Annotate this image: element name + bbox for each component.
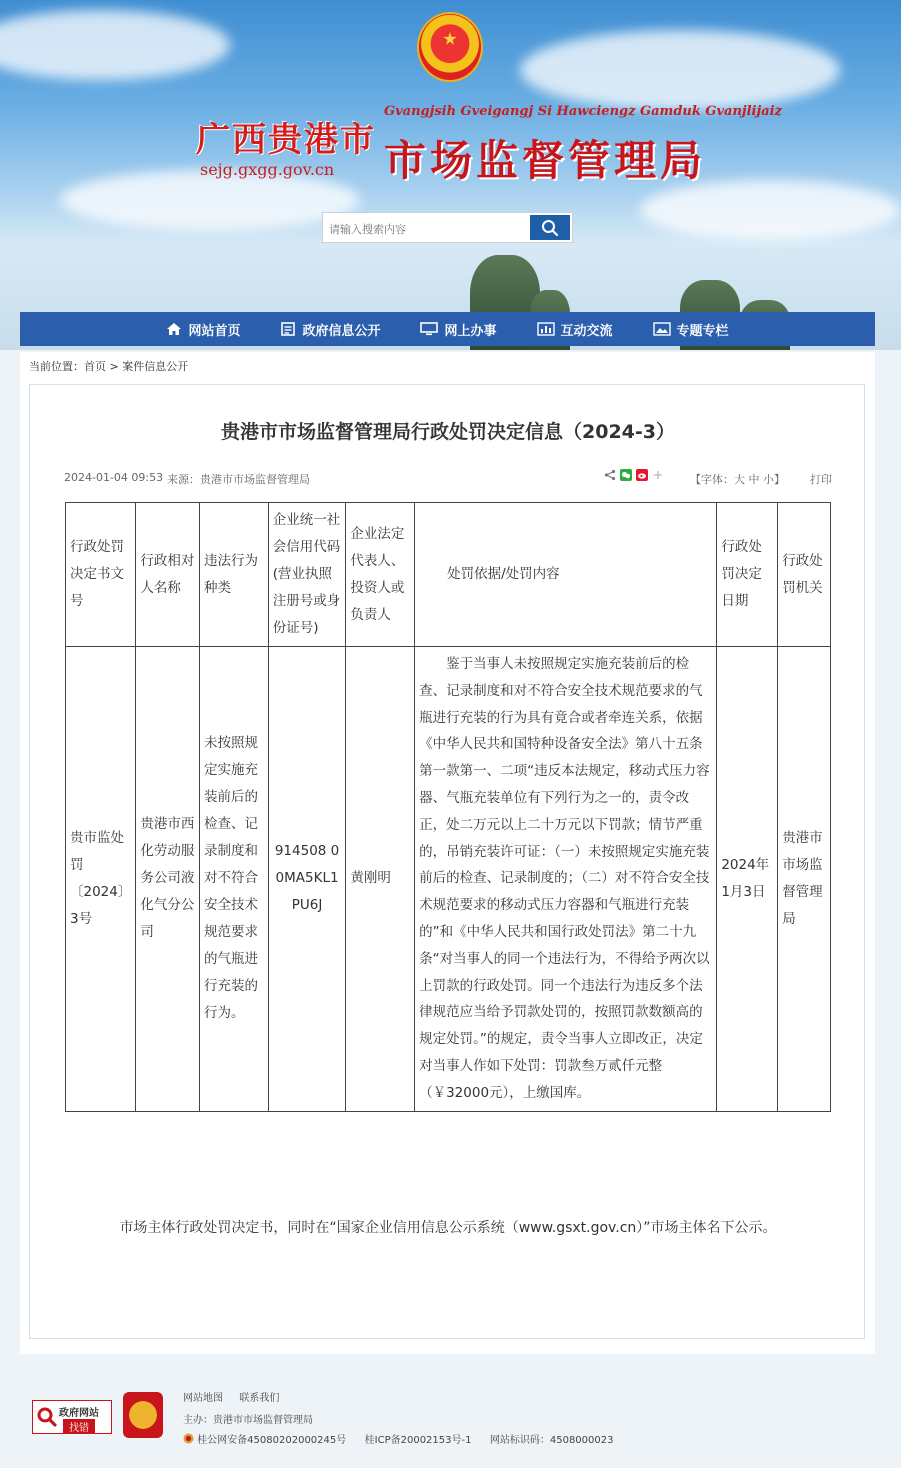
font-label-close: 】 bbox=[774, 473, 785, 486]
cloud-decoration bbox=[0, 10, 230, 80]
table-header: 行政处罚机关 bbox=[778, 503, 831, 647]
breadcrumb-current-link[interactable]: 案件信息公开 bbox=[122, 360, 189, 373]
nav-item-interaction[interactable] bbox=[537, 320, 613, 339]
search-button[interactable] bbox=[530, 215, 570, 240]
breadcrumb-prefix: 当前位置： bbox=[29, 360, 84, 373]
footer-link-contact[interactable]: 联系我们 bbox=[239, 1393, 280, 1404]
nav-item-label: 网上办事 bbox=[444, 323, 497, 339]
chart-icon bbox=[537, 322, 555, 336]
footer bbox=[0, 1354, 901, 1468]
nav-item-gov-info[interactable] bbox=[280, 320, 380, 339]
police-badge-icon bbox=[183, 1433, 194, 1444]
monitor-icon bbox=[420, 322, 438, 336]
nav-item-label: 政府信息公开 bbox=[302, 323, 381, 339]
decision-date-cell: 2024年1月3日 bbox=[717, 647, 778, 1112]
font-label: 【字体： bbox=[690, 473, 734, 486]
table-header: 处罚依据/处罚内容 bbox=[415, 503, 717, 647]
national-emblem-icon bbox=[417, 12, 483, 82]
footer-sponsor: 主办：贵港市市场监督管理局 bbox=[183, 1415, 313, 1426]
party-name-cell: 贵港市西化劳动服务公司液化气分公司 bbox=[136, 647, 200, 1112]
table-row bbox=[66, 647, 831, 1112]
cloud-decoration bbox=[640, 180, 900, 240]
header-banner bbox=[0, 0, 901, 350]
article-source: 来源：贵港市市场监督管理局 bbox=[167, 473, 310, 486]
legal-rep-cell: 黄刚明 bbox=[346, 647, 415, 1112]
font-large-button[interactable]: 大 bbox=[734, 473, 745, 486]
authority-cell: 贵港市市场监督管理局 bbox=[778, 647, 831, 1112]
nav-item-label: 专题专栏 bbox=[676, 323, 729, 339]
article-title: 贵港市市场监督管理局行政处罚决定信息（2024-3） bbox=[221, 421, 675, 443]
table-header-row bbox=[66, 503, 831, 647]
table-header: 行政处罚决定日期 bbox=[717, 503, 778, 647]
image-icon bbox=[653, 322, 671, 336]
site-code: 网站标识码：4508000023 bbox=[489, 1435, 614, 1446]
credit-code-cell: 914508 00MA5KL1PU6J bbox=[268, 647, 346, 1112]
table-header: 行政相对人名称 bbox=[136, 503, 200, 647]
icp-record-link[interactable]: 桂ICP备20002153号-1 bbox=[364, 1435, 472, 1446]
police-record-link[interactable]: 桂公网安备45080202000245号 bbox=[197, 1435, 347, 1446]
nav-item-online-service[interactable] bbox=[420, 320, 496, 339]
cloud-decoration bbox=[520, 30, 840, 110]
publish-date: 2024-01-04 09:53 bbox=[64, 471, 164, 484]
public-notice: 市场主体行政处罚决定书，同时在“国家企业信用信息公示系统（www.gsxt.gov.cn）”市场主体名下公示。 bbox=[119, 1220, 777, 1236]
penalty-table bbox=[65, 502, 831, 1112]
more-share-icon[interactable] bbox=[652, 469, 664, 481]
breadcrumb-separator: > bbox=[106, 360, 123, 373]
party-organ-badge-icon[interactable] bbox=[123, 1392, 163, 1438]
city-name: 广西贵港市 bbox=[196, 120, 376, 160]
share-tools bbox=[604, 469, 664, 481]
document-icon bbox=[280, 322, 296, 336]
badge-bottom-text: 找错 bbox=[63, 1419, 95, 1434]
home-icon bbox=[166, 322, 182, 336]
font-small-button[interactable]: 小 bbox=[763, 473, 774, 486]
nav-item-home[interactable] bbox=[166, 320, 240, 339]
font-size-control bbox=[690, 471, 785, 487]
violation-cell: 未按照规定实施充装前后的检查、记录制度和对不符合安全技术规范要求的气瓶进行充装的行为。 bbox=[200, 647, 269, 1112]
bureau-name-english: Gvangjsih Gveigangj Si Hawciengz Gamduk Gvanjlijaiz bbox=[384, 104, 782, 119]
bureau-name: 市场监督管理局 bbox=[384, 136, 707, 185]
badge-top-text: 政府网站 bbox=[59, 1408, 99, 1419]
cloud-decoration bbox=[60, 170, 360, 230]
magnifier-icon bbox=[36, 1406, 58, 1428]
table-header: 企业统一社会信用代码(营业执照注册号或身份证号) bbox=[268, 503, 346, 647]
search-input[interactable] bbox=[327, 217, 531, 241]
table-header: 行政处罚决定书文号 bbox=[66, 503, 136, 647]
nav-item-label: 互动交流 bbox=[560, 323, 613, 339]
table-header: 违法行为种类 bbox=[200, 503, 269, 647]
print-button[interactable]: 打印 bbox=[810, 473, 832, 486]
penalty-content-cell: 鉴于当事人未按照规定实施充装前后的检查、记录制度和对不符合安全技术规范要求的气瓶进行充装的行为具有竟合或者牵连关系，依据《中华人民共和国特种设备安全法》第八十五条第一款第一、二项“违反本法规定，移动式压力容器、气瓶充装单位有下列行为之一的，责令改正，处二万元以上二十万元以下罚款；情节严重的，吊销充装许可证：（一）未按照规定实施充装前后的检查、记录制度的；（二）对不符合安全技术规范要求的移动式压力容器和气瓶进行充装的”和《中华人民共和国行政处罚法》第二十九条“对当事人的同一个违法行为，不得给予两次以上罚款的行政处罚。同一个违法行为违反多个法律规范应当给予罚款处罚的，按照罚款数额高的规定处罚。”的规定，责令当事人立即改正，决定对当事人作如下处罚：罚款叁万贰仟元整（￥32000元），上缴国库。 bbox=[415, 647, 717, 1112]
wechat-icon[interactable] bbox=[620, 469, 632, 481]
site-domain: sejg.gxgg.gov.cn bbox=[200, 160, 335, 179]
doc-number-cell: 贵市监处罚〔2024〕3号 bbox=[66, 647, 136, 1112]
main-nav bbox=[20, 312, 875, 346]
search-box bbox=[322, 212, 573, 243]
search-icon bbox=[541, 219, 559, 237]
weibo-icon[interactable] bbox=[636, 469, 648, 481]
footer-records bbox=[183, 1431, 613, 1446]
footer-links bbox=[183, 1389, 279, 1404]
share-icon[interactable] bbox=[604, 469, 616, 481]
breadcrumb-home-link[interactable]: 首页 bbox=[84, 360, 106, 373]
font-medium-button[interactable]: 中 bbox=[748, 473, 760, 486]
article-panel bbox=[20, 382, 875, 1354]
table-header: 企业法定代表人、投资人或负责人 bbox=[346, 503, 415, 647]
breadcrumb bbox=[20, 352, 875, 382]
nav-item-special[interactable] bbox=[653, 320, 729, 339]
error-report-badge[interactable] bbox=[32, 1400, 112, 1434]
footer-link-sitemap[interactable]: 网站地图 bbox=[183, 1393, 223, 1404]
article-frame bbox=[29, 384, 865, 1339]
nav-item-label: 网站首页 bbox=[188, 323, 241, 339]
